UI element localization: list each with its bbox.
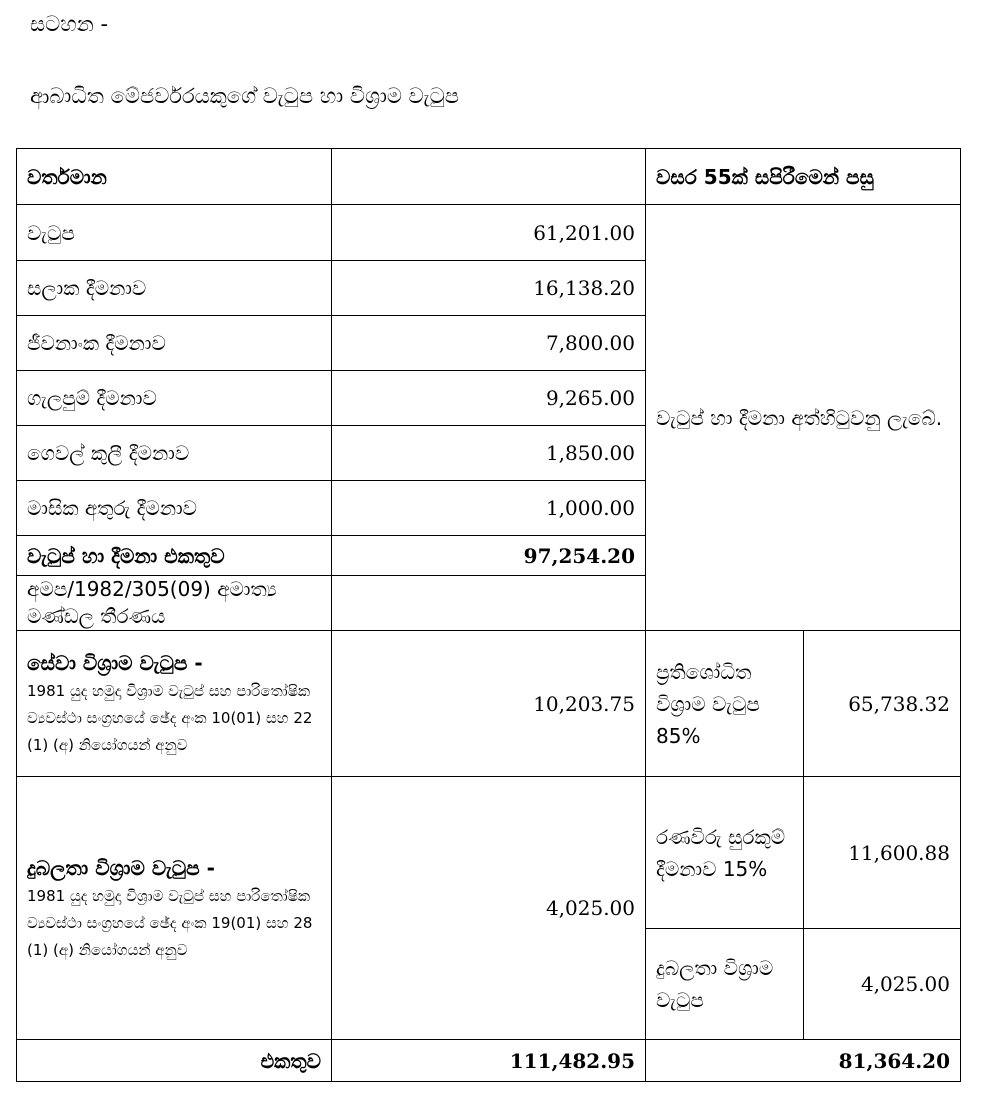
column-header-current: වර්තමාන: [17, 149, 332, 205]
disability-pension-value: 4,025.00: [332, 777, 646, 1040]
after-55-note: වැටුප් හා දීමනා අත්හිටුවනු ලැබේ.: [646, 205, 961, 631]
disability-pension-sub-value: 4,025.00: [804, 929, 961, 1040]
revised-pension-label: ප්‍රතිශෝධිත විශ්‍රාම වැටුප 85%: [646, 631, 804, 777]
service-pension-cell: [17, 631, 332, 777]
column-header-after-55: වසර 55ක් සපිරීමෙන් පසු: [646, 149, 961, 205]
pension-table: [16, 148, 961, 1082]
blank-cell: [332, 576, 646, 631]
table-row-service-pension: [17, 631, 961, 777]
table-row-salary: [17, 205, 961, 261]
revised-pension-value: 65,738.32: [804, 631, 961, 777]
salary-total-value: 97,254.20: [332, 536, 646, 576]
ranaviru-allowance-label: රණවිරු සුරකුම් දීමනාව 15%: [646, 777, 804, 929]
row-value: 1,850.00: [332, 426, 646, 481]
service-pension-description: 1981 යුද හමුදා විශ්‍රාම වැටුප් සහ පාරිතෝෂික ව්‍යවස්ථා සංග්‍රහයේ ඡේද අංක 10(01) සහ 22 (1) (අ) නියෝගයන් අනුව: [27, 682, 313, 754]
grand-total-label: එකතුව: [17, 1040, 332, 1082]
grand-total-after-55: 81,364.20: [646, 1040, 961, 1082]
salary-total-label: වැටුප් හා දීමනා එකතුව: [17, 536, 332, 576]
row-label: ගැලපුම් දීමනාව: [17, 371, 332, 426]
table-header-row: [17, 149, 961, 205]
service-pension-title: සේවා විශ්‍රාම වැටුප -: [27, 651, 203, 675]
document-title: ආබාධිත මේජර්වරයකුගේ වැටුප හා විශ්‍රාම වැටුප: [30, 84, 459, 108]
row-label: මාසික අතුරු දීමනාව: [17, 481, 332, 536]
row-value: 7,800.00: [332, 316, 646, 371]
table-row-grand-total: [17, 1040, 961, 1082]
row-value: 9,265.00: [332, 371, 646, 426]
service-pension-value: 10,203.75: [332, 631, 646, 777]
row-label: ගෙවල් කුලී දීමනාව: [17, 426, 332, 481]
grand-total-current: 111,482.95: [332, 1040, 646, 1082]
column-header-blank: [332, 149, 646, 205]
disability-pension-description: 1981 යුද හමුදා විශ්‍රාම වැටුප් සහ පාරිතෝෂික ව්‍යවස්ථා සංග්‍රහයේ ඡේද අංක 19(01) සහ 28 (1) (අ) නියෝගයන් අනුව: [27, 886, 313, 959]
disability-pension-cell: [17, 777, 332, 1040]
row-value: 61,201.00: [332, 205, 646, 261]
row-value: 16,138.20: [332, 261, 646, 316]
disability-pension-sub-label: දුබලතා විශ්‍රාම වැටුප: [646, 929, 804, 1040]
disability-pension-title: දුබලතා විශ්‍රාම වැටුප -: [27, 855, 215, 880]
cabinet-decision-note: අමප/1982/305(09) අමාත්‍ය මණ්ඩල තීරණය: [17, 576, 332, 631]
table-row-disability-pension: [17, 777, 961, 929]
row-label: වැටුප: [17, 205, 332, 261]
note-label: සටහන -: [30, 12, 109, 36]
row-label: සලාක දීමනාව: [17, 261, 332, 316]
row-value: 1,000.00: [332, 481, 646, 536]
row-label: ජීවනාංක දීමනාව: [17, 316, 332, 371]
ranaviru-allowance-value: 11,600.88: [804, 777, 961, 929]
